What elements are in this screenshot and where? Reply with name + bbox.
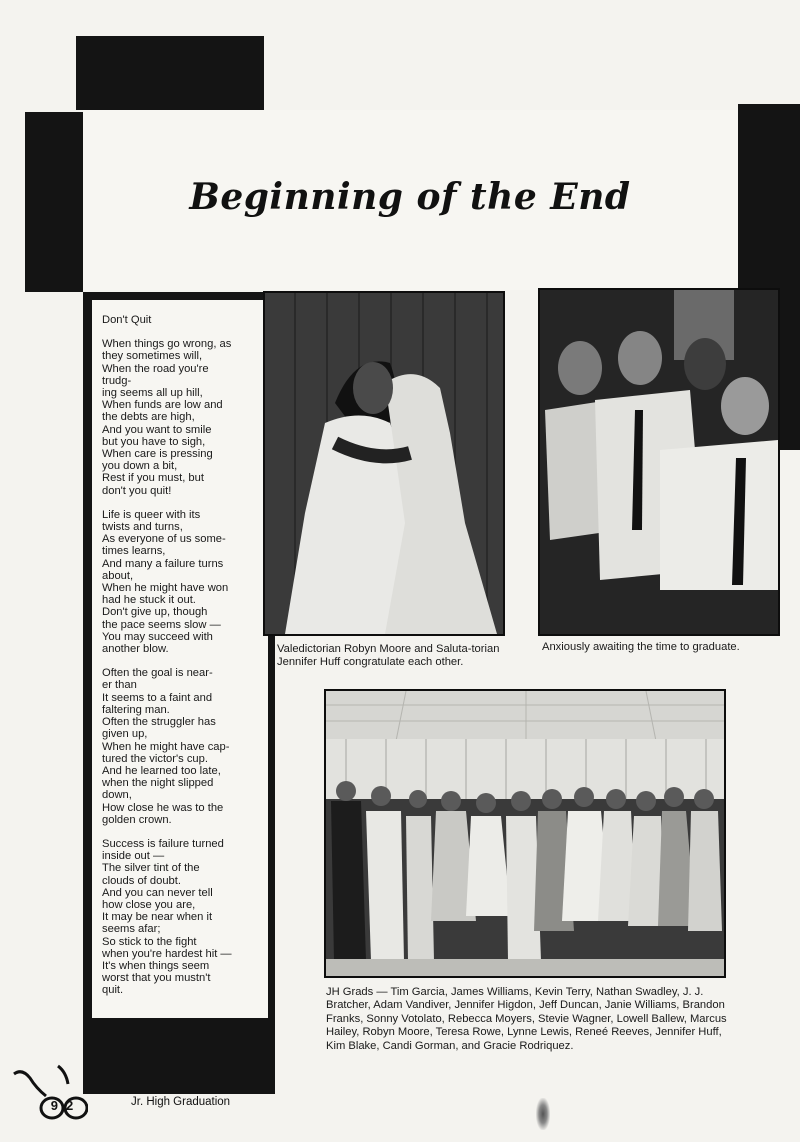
poem-title: Don't Quit <box>102 314 152 326</box>
poem-stanza: Often the goal is near- er than It seems to a faint and faltering man. Often the struggler has given up, When he might have cap- tured the victor's cup. And he learned too late, when the night slipped down, How close he was to the golden crown. <box>102 667 230 826</box>
poem-stanza: Success is failure turned inside out — The silver tint of the clouds of doubt. And you can never tell how close you are, It may be near when it seems afar; So stick to the fight when you're hardest hit — It's when things seem worst that you mustn't quit. <box>102 837 232 997</box>
group-photo-image <box>326 691 724 976</box>
print-smudge <box>536 1098 550 1130</box>
poem-stanza: When things go wrong, as they sometimes will, When the road you're trudg- ing seems all up hill, When funds are low and the debts are high, And you want to smile but you have to sigh, When care is pressing you down a bit, Rest if you must, but don't you quit! <box>102 338 232 497</box>
photo-boys-waiting <box>538 288 780 636</box>
boys-photo-image <box>540 290 778 634</box>
caption-boys: Anxiously awaiting the time to graduate. <box>542 641 740 653</box>
photo-valedictorian-hug <box>263 291 505 636</box>
photo-jh-grads-group <box>324 689 726 978</box>
glasses-icon <box>8 1062 88 1122</box>
poem <box>102 314 260 1009</box>
right-black-block <box>738 104 800 290</box>
page-number-badge <box>8 1062 88 1122</box>
footer-section-label: Jr. High Graduation <box>131 1096 231 1108</box>
caption-jh-grads: JH Grads — Tim Garcia, James Williams, Kevin Terry, Nathan Swadley, J. J. Bratcher, Adam Vandiver, Jennifer Higdon, Jeff Duncan, Janie Williams, Brandon Franks, Sonny Votolato, Rebecca Moyers, Stevie Wagner, Lowell Ballew, Marcus Hailey, Robyn Moore, Teresa Rowe, Lynne Lewis, Reneé Reeves, Jennifer Huff, Kim Blake, Candi Gorman, and Gracie Rodriquez. <box>326 986 727 1052</box>
caption-valedictorian: Valedictorian Robyn Moore and Saluta-torian Jennifer Huff congratulate each other. <box>277 643 500 668</box>
left-black-block <box>25 112 83 292</box>
right-black-strip <box>778 290 800 450</box>
hug-photo-image <box>265 293 503 634</box>
poem-stanza: Life is queer with its twists and turns, As everyone of us some- times learns, And many a failure turns about, When he might have won had he stuck it out. Don't give up, though the pace seems slow — You may succeed with another blow. <box>102 508 229 656</box>
page-number: 92 <box>50 1098 82 1113</box>
top-black-block <box>76 36 264 110</box>
page-title: Beginning of the End <box>189 176 631 218</box>
